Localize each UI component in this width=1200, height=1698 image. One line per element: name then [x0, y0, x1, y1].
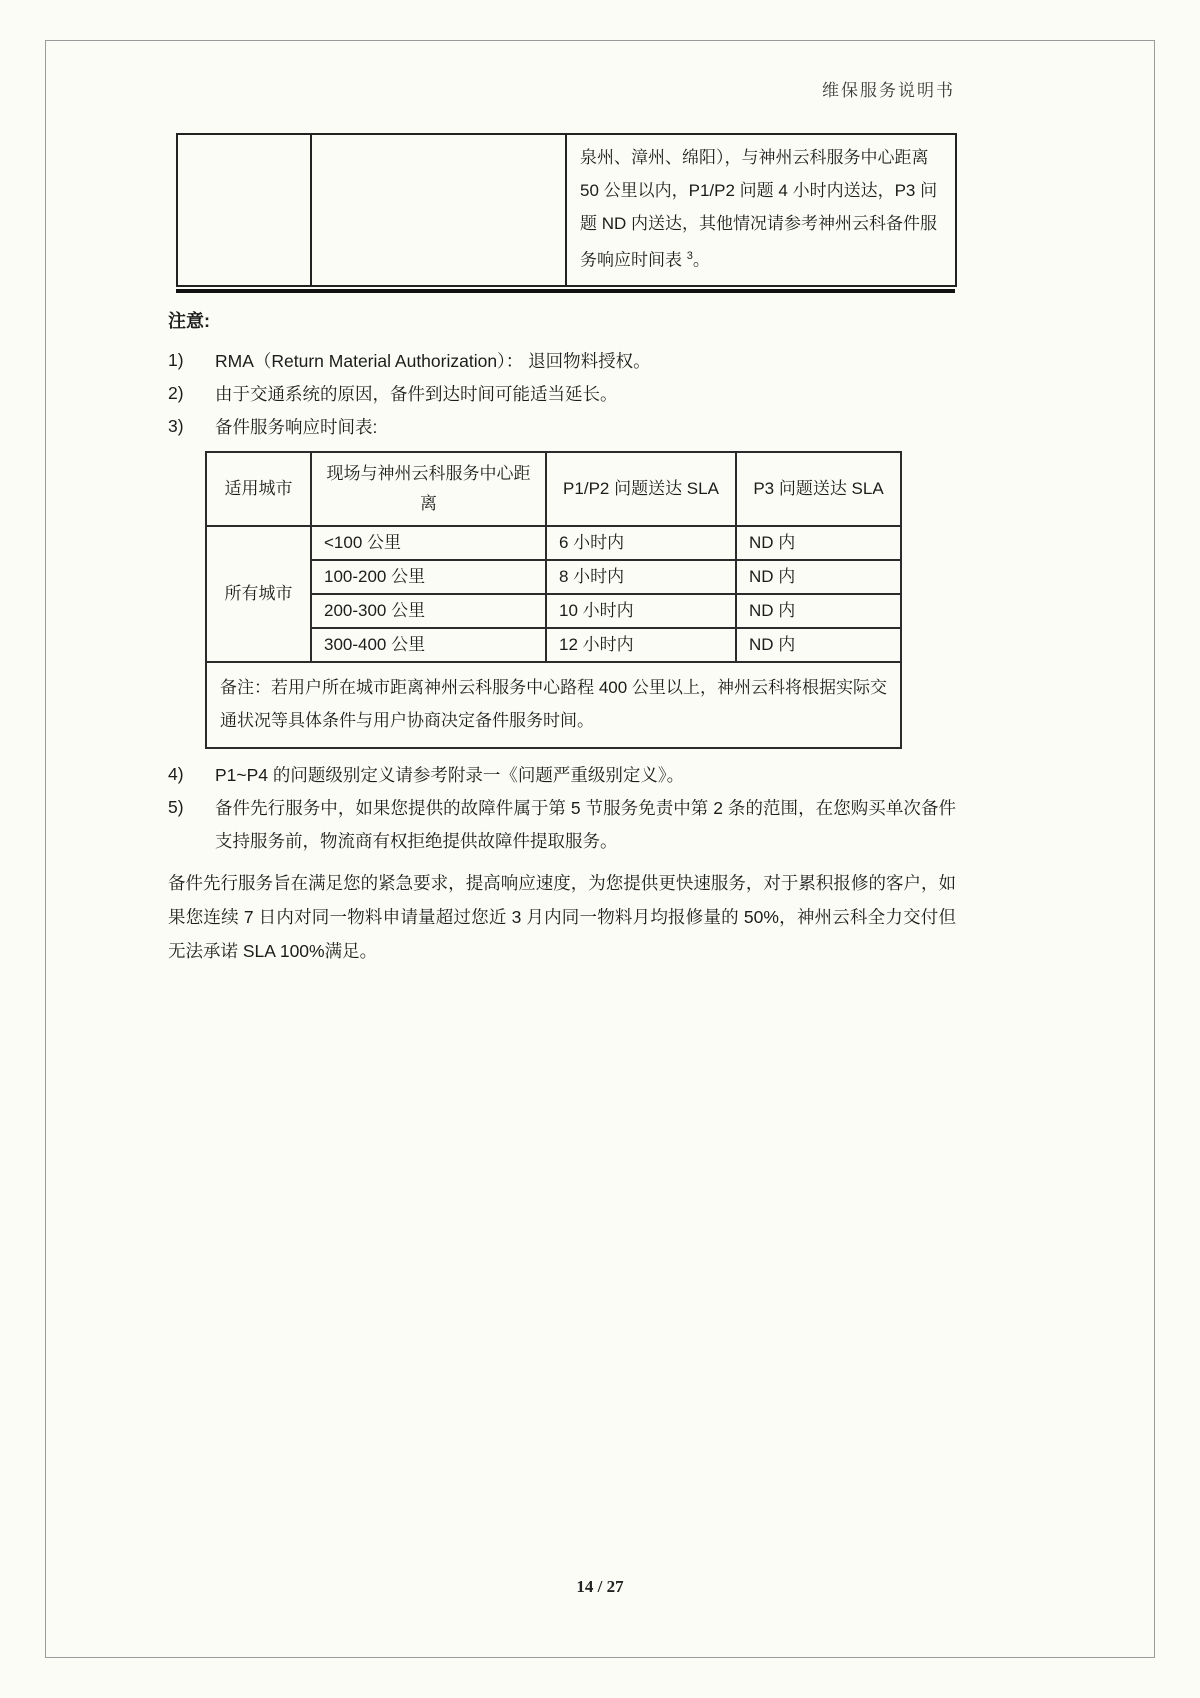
note-text: P1~P4 的问题级别定义请参考附录一《问题严重级别定义》。 [215, 765, 685, 785]
city-group-cell: 所有城市 [206, 526, 311, 662]
note-number: 3) [168, 416, 184, 436]
note-number: 2) [168, 383, 184, 403]
p12-sla-cell: 10 小时内 [546, 594, 736, 628]
empty-cell [311, 134, 566, 286]
cell-text: 泉州、漳州、绵阳），与神州云科服务中心距离 50 公里以内，P1/P2 问题 4 小时内送达，P3 问题 ND 内送达，其他情况请参考神州云科备件服务响应时间表 [580, 148, 938, 270]
p12-sla-cell: 6 小时内 [546, 526, 736, 560]
sla-response-table [205, 451, 902, 749]
note-item-1 [168, 345, 956, 378]
page-number: 14 / 27 [576, 1577, 624, 1596]
distance-cell: 200-300 公里 [311, 594, 546, 628]
table-row [206, 526, 901, 560]
column-header-city: 适用城市 [206, 452, 311, 526]
p12-sla-cell: 8 小时内 [546, 560, 736, 594]
table-row [177, 134, 956, 286]
p3-sla-cell: ND 内 [736, 594, 901, 628]
footnote-ref: 3 [686, 250, 693, 262]
note-item-3 [168, 411, 956, 444]
column-header-distance: 现场与神州云科服务中心距离 [311, 452, 546, 526]
p3-sla-cell: ND 内 [736, 526, 901, 560]
note-number: 1) [168, 350, 184, 370]
empty-cell [177, 134, 311, 286]
column-header-p12-sla: P1/P2 问题送达 SLA [546, 452, 736, 526]
continuation-table [176, 133, 957, 287]
column-header-p3-sla: P3 问题送达 SLA [736, 452, 901, 526]
notes-section [168, 307, 956, 968]
distance-cell: 100-200 公里 [311, 560, 546, 594]
closing-paragraph: 备件先行服务旨在满足您的紧急要求，提高响应速度，为您提供更快速服务，对于累积报修的客户，如果您连续 7 日内对同一物料申请量超过您近 3 月内同一物料月均报修量的 50%，神州云科全力交付但无法承诺 SLA 100%满足。 [168, 873, 956, 961]
section-divider [176, 289, 955, 293]
remark-cell: 备注：若用户所在城市距离神州云科服务中心路程 400 公里以上，神州云科将根据实际交通状况等具体条件与用户协商决定备件服务时间。 [206, 662, 901, 748]
distance-cell: 300-400 公里 [311, 628, 546, 662]
table-header-row [206, 452, 901, 526]
table-row [206, 594, 901, 628]
distance-cell: <100 公里 [311, 526, 546, 560]
note-text: RMA（Return Material Authorization）： 退回物料授权。 [215, 351, 651, 371]
note-number: 5) [168, 797, 184, 817]
note-number: 4) [168, 764, 184, 784]
table-row [206, 628, 901, 662]
note-item-2 [168, 378, 956, 411]
table-row [206, 560, 901, 594]
note-text: 备件先行服务中，如果您提供的故障件属于第 5 节服务免责中第 2 条的范围，在您购买单次备件支持服务前，物流商有权拒绝提供故障件提取服务。 [215, 798, 956, 851]
p3-sla-cell: ND 内 [736, 628, 901, 662]
p12-sla-cell: 12 小时内 [546, 628, 736, 662]
notice-heading: 注意: [168, 311, 210, 331]
note-text: 备件服务响应时间表: [215, 417, 378, 437]
note-item-4 [168, 759, 956, 792]
spare-parts-delivery-cell [566, 134, 956, 286]
p3-sla-cell: ND 内 [736, 560, 901, 594]
note-item-5 [168, 792, 956, 858]
note-text: 由于交通系统的原因，备件到达时间可能适当延长。 [215, 384, 618, 404]
table-remark-row [206, 662, 901, 748]
cell-text-end: 。 [692, 250, 710, 270]
document-header-title: 维保服务说明书 [822, 81, 955, 100]
